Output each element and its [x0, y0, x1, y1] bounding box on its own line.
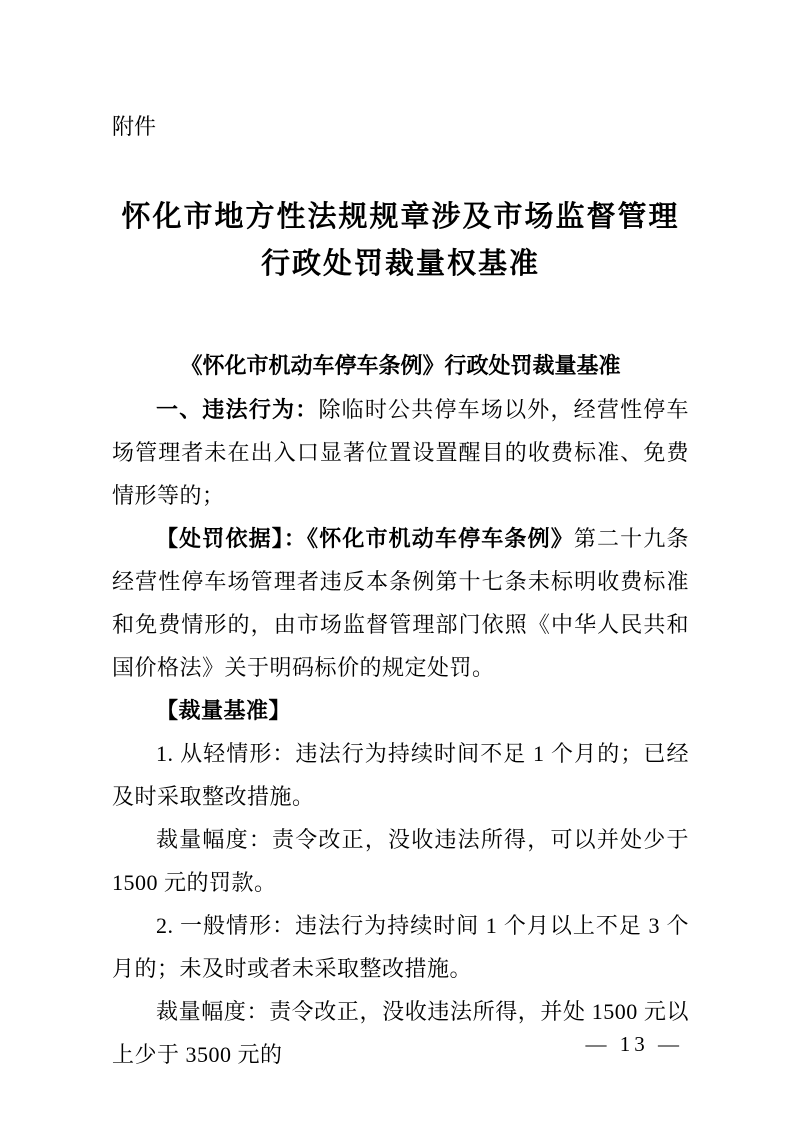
paragraph-text: 除临时公共停车场以外，经营性停车场管理者未在出入口显著位置设置醒目的收费标准、免费情形等的；	[112, 397, 689, 508]
paragraph-violation	[112, 388, 689, 517]
paragraph-lead: 【裁量基准】	[156, 698, 292, 723]
paragraph-discretion-standard-heading	[112, 689, 689, 732]
paragraph-general-case	[112, 904, 689, 990]
document-title-line-2: 行政处罚裁量权基准	[260, 248, 540, 280]
paragraph-text: 裁量幅度：责令改正，没收违法所得，可以并处少于 1500 元的罚款。	[112, 827, 689, 895]
paragraph-lenient-range	[112, 818, 689, 904]
paragraph-lenient-case	[112, 732, 689, 818]
attachment-label: 附件	[112, 114, 157, 139]
document-title-line-1: 怀化市地方性法规规章涉及市场监督管理	[121, 201, 680, 233]
paragraph-text: 2. 一般情形：违法行为持续时间 1 个月以上不足 3 个月的；未及时或者未采取整改措施。	[112, 913, 689, 981]
page-footer	[586, 1030, 684, 1058]
paragraph-text: 第二十九条 经营性停车场管理者违反本条例第十七条未标明收费标准和免费情形的，由市场监督管理部门依照《中华人民共和国价格法》关于明码标价的规定处罚。	[112, 526, 689, 680]
paragraph-lead: 一、违法行为：	[156, 397, 319, 422]
paragraph-text: 裁量幅度：责令改正，没收违法所得，并处 1500 元以上少于 3500 元的	[112, 999, 689, 1067]
section-title: 《怀化市机动车停车条例》行政处罚裁量基准	[180, 353, 621, 378]
document-title	[112, 194, 689, 288]
paragraph-text: 1. 从轻情形：违法行为持续时间不足 1 个月的；已经及时采取整改措施。	[112, 741, 689, 809]
paragraph-penalty-basis	[112, 517, 689, 689]
page-number: — 13 —	[585, 1032, 683, 1056]
document-body	[112, 344, 689, 1076]
paragraph-lead: 【处罚依据】：《怀化市机动车停车条例》	[156, 526, 574, 551]
